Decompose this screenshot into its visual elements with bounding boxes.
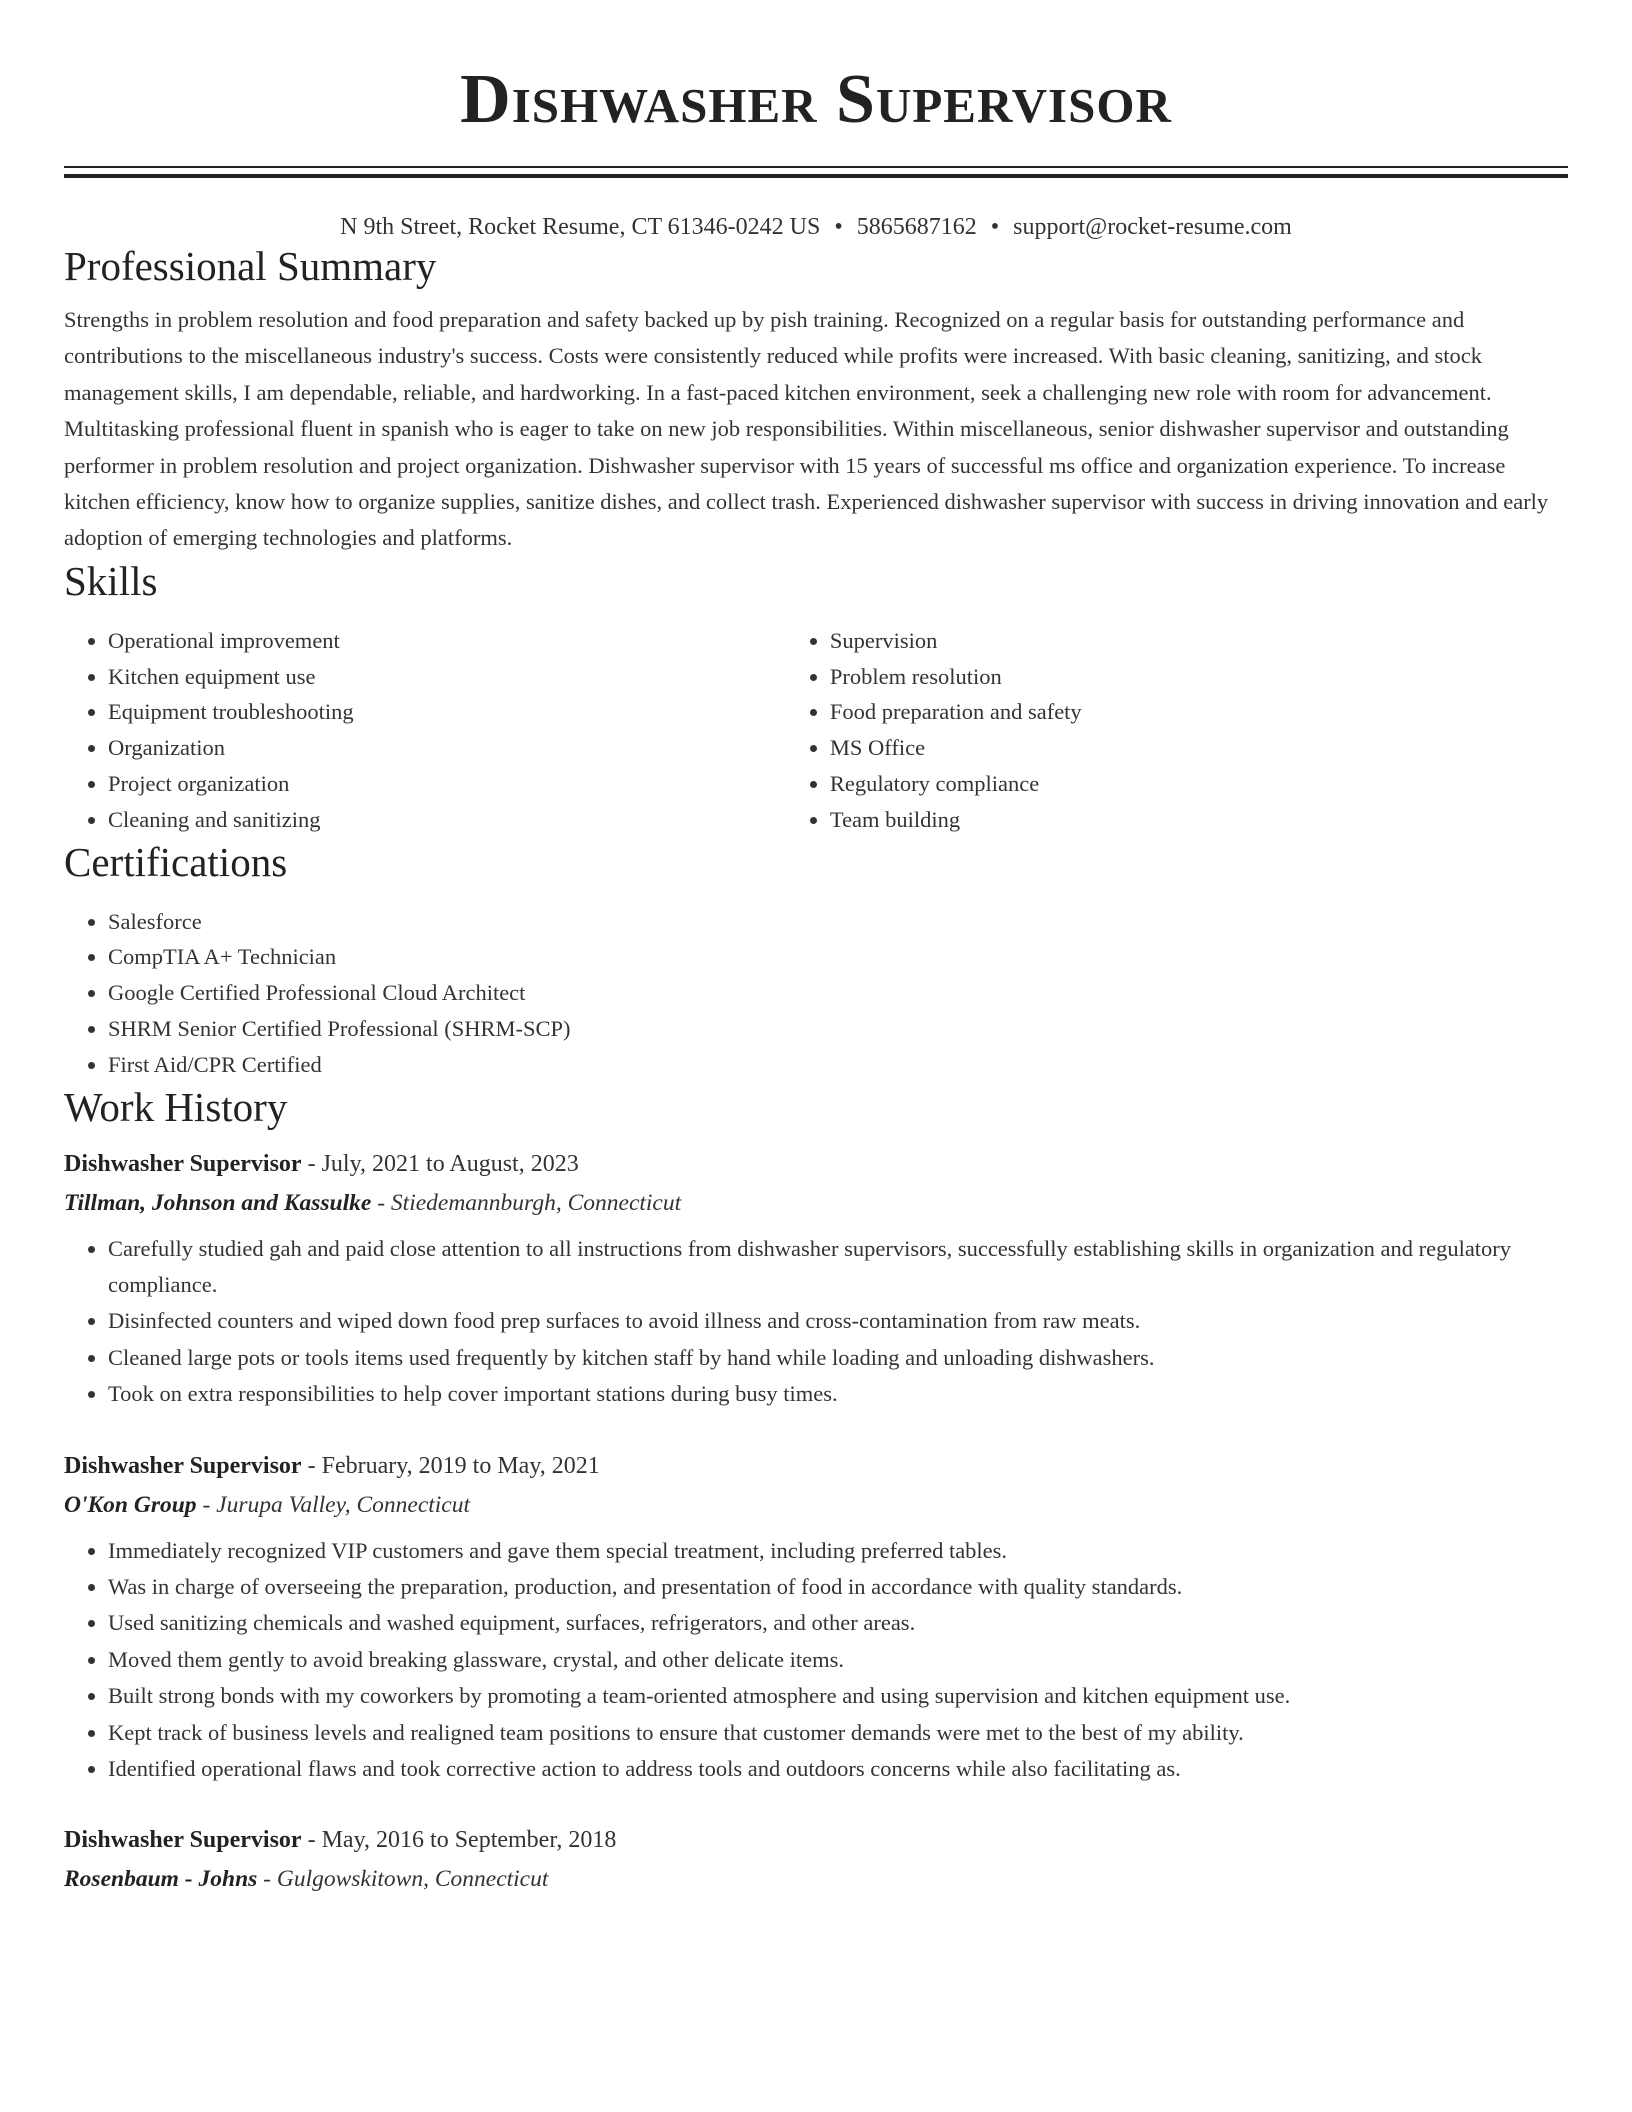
- skills-left-list: [64, 623, 786, 838]
- header-divider-thick: [64, 174, 1568, 178]
- skill-item: • Food preparation and safety: [830, 694, 1568, 730]
- job-company: O'Kon Group: [64, 1491, 197, 1518]
- job-duty: • Carefully studied gah and paid close attention to all instructions from dishwasher supervisors, successfully establishing skills in organization and regulatory compliance.: [108, 1231, 1568, 1304]
- job-dates: February, 2019 to May, 2021: [321, 1452, 600, 1479]
- job-duty: • Cleaned large pots or tools items used frequently by kitchen staff by hand while loading and unloading dishwashers.: [108, 1340, 1568, 1376]
- job-duty: • Took on extra responsibilities to help cover important stations during busy times.: [108, 1376, 1568, 1412]
- certification-item: • CompTIA A+ Technician: [108, 939, 1568, 975]
- skills-columns: [64, 623, 1568, 838]
- job-duty: • Moved them gently to avoid breaking glassware, crystal, and other delicate items.: [108, 1642, 1568, 1678]
- job-dash: -: [257, 1866, 277, 1893]
- job-dash: -: [196, 1491, 217, 1518]
- summary-text: Strengths in problem resolution and food preparation and safety backed up by pish training. Recognized on a regular basis for outstanding performance and contributions to the miscellaneous industry's success. Costs were consistently reduced while profits were increased. With basic cleaning, sanitizing, and stock management skills, I am dependable, reliable, and hardworking. In a fast-paced kitchen environment, seek a challenging new role with room for advancement. Multitasking professional fluent in spanish who is eager to take on new job responsibilities. Within miscellaneous, senior dishwasher supervisor and outstanding performer in problem resolution and project organization. Dishwasher supervisor with 15 years of successful ms office and organization experience. To increase kitchen efficiency, know how to organize supplies, sanitize dishes, and collect trash. Experienced dishwasher supervisor with success in driving innovation and early adoption of emerging technologies and platforms.: [64, 307, 1549, 551]
- contact-separator: •: [990, 214, 1000, 240]
- job-company-line: [64, 1857, 1568, 1901]
- work-history-heading: Work History: [64, 1083, 288, 1130]
- header-divider-thin: [64, 166, 1568, 168]
- certifications-heading: Certifications: [64, 838, 288, 885]
- contact-address: N 9th Street, Rocket Resume, CT 61346-0242 US: [340, 214, 821, 240]
- job-dash: -: [301, 1827, 322, 1854]
- job-company: Rosenbaum - Johns: [64, 1866, 258, 1893]
- job-title: Dishwasher Supervisor: [64, 1150, 302, 1177]
- job-dash: -: [371, 1189, 391, 1216]
- skill-item: • Cleaning and sanitizing: [108, 802, 786, 838]
- job-duty: • Was in charge of overseeing the preparation, production, and presentation of food in accordance with quality standards.: [108, 1569, 1568, 1605]
- contact-phone: 5865687162: [856, 214, 977, 240]
- certification-item: • SHRM Senior Certified Professional (SHRM-SCP): [108, 1011, 1568, 1047]
- job-dash: -: [301, 1452, 322, 1479]
- resume-name: Dishwasher Supervisor: [460, 61, 1172, 138]
- job-duty: • Used sanitizing chemicals and washed equipment, surfaces, refrigerators, and other areas.: [108, 1605, 1568, 1641]
- certifications-list: [64, 904, 1568, 1083]
- job-title-line: [64, 1147, 1568, 1181]
- job-dates: May, 2016 to September, 2018: [321, 1827, 617, 1854]
- job-location: Stiedemannburgh, Connecticut: [390, 1189, 682, 1216]
- job-entry: [64, 1823, 1568, 1901]
- contact-email: support@rocket-resume.com: [1013, 214, 1292, 240]
- skill-item: • Organization: [108, 730, 786, 766]
- skill-item: • Regulatory compliance: [830, 766, 1568, 802]
- skill-item: • Supervision: [830, 623, 1568, 659]
- job-dates: July, 2021 to August, 2023: [321, 1150, 579, 1177]
- contact-line: [64, 212, 1568, 242]
- job-title-line: [64, 1449, 1568, 1483]
- job-duty: • Kept track of business levels and realigned team positions to ensure that customer demands were met to the best of my ability.: [108, 1715, 1568, 1751]
- skills-heading: Skills: [64, 557, 158, 604]
- job-dash: -: [301, 1150, 322, 1177]
- resume-page: [64, 0, 1568, 1901]
- job-duty: • Disinfected counters and wiped down food prep surfaces to avoid illness and cross-contamination from raw meats.: [108, 1303, 1568, 1339]
- skill-item: • Equipment troubleshooting: [108, 694, 786, 730]
- certification-item: • Google Certified Professional Cloud Architect: [108, 975, 1568, 1011]
- skill-item: • MS Office: [830, 730, 1568, 766]
- certification-item: • Salesforce: [108, 904, 1568, 940]
- skill-item: • Problem resolution: [830, 659, 1568, 695]
- skill-item: • Project organization: [108, 766, 786, 802]
- skill-item: • Team building: [830, 802, 1568, 838]
- summary-heading: Professional Summary: [64, 243, 437, 289]
- job-duties-list: [64, 1533, 1568, 1788]
- skill-item: • Operational improvement: [108, 623, 786, 659]
- contact-separator: •: [834, 214, 843, 240]
- job-duty: • Built strong bonds with my coworkers by promoting a team-oriented atmosphere and using supervision and kitchen equipment use.: [108, 1678, 1568, 1714]
- skill-item: • Kitchen equipment use: [108, 659, 786, 695]
- job-duty: • Immediately recognized VIP customers and gave them special treatment, including preferred tables.: [108, 1533, 1568, 1569]
- job-entry: [64, 1147, 1568, 1413]
- job-duties-list: [64, 1231, 1568, 1413]
- job-entry: [64, 1449, 1568, 1788]
- job-title: Dishwasher Supervisor: [64, 1452, 302, 1479]
- certification-item: • First Aid/CPR Certified: [108, 1047, 1568, 1083]
- job-location: Gulgowskitown, Connecticut: [276, 1866, 549, 1893]
- job-title: Dishwasher Supervisor: [64, 1827, 302, 1854]
- job-duty: • Identified operational flaws and took corrective action to address tools and outdoors concerns while also facilitating as.: [108, 1751, 1568, 1787]
- job-title-line: [64, 1823, 1568, 1857]
- job-company: Tillman, Johnson and Kassulke: [64, 1189, 372, 1216]
- skills-right-list: [786, 623, 1568, 838]
- job-company-line: [64, 1181, 1568, 1225]
- job-location: Jurupa Valley, Connecticut: [216, 1491, 471, 1518]
- job-company-line: [64, 1483, 1568, 1527]
